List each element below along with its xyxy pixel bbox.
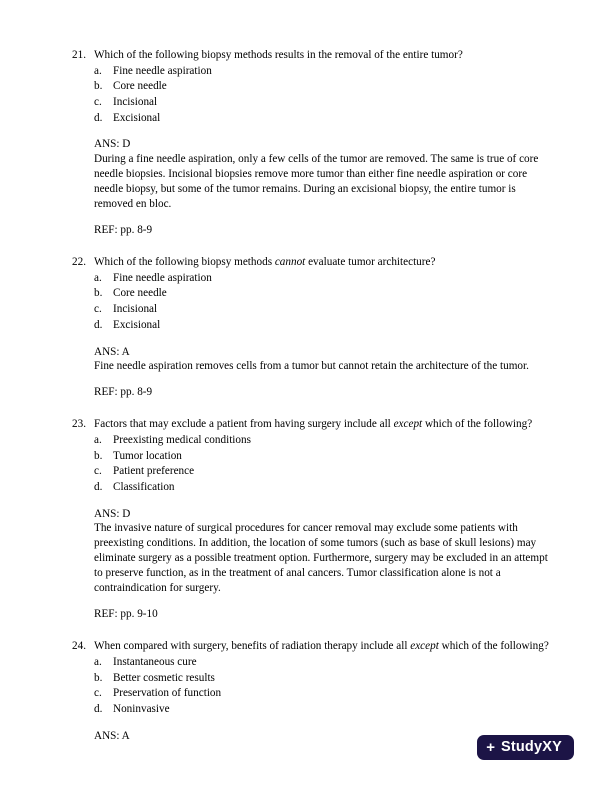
choice-item[interactable]: [94, 449, 550, 465]
choice-letter: a.: [94, 655, 102, 668]
question-text: [94, 639, 550, 654]
choice-letter: a.: [94, 64, 102, 77]
choice-list: [94, 433, 550, 496]
reference-label: REF: pp. 9-10: [94, 608, 158, 621]
question-number: 23.: [72, 418, 86, 431]
question-stem: [72, 639, 550, 654]
choice-item[interactable]: [94, 64, 550, 80]
choice-text: Fine needle aspiration: [113, 271, 212, 284]
question-number: 24.: [72, 640, 86, 653]
question-text-post: evaluate tumor architecture?: [305, 256, 436, 269]
choice-item[interactable]: [94, 302, 550, 318]
choice-letter: c.: [94, 687, 102, 700]
question-text-emphasis: except: [410, 640, 439, 653]
choice-text: Noninvasive: [113, 702, 170, 715]
choice-item[interactable]: [94, 671, 550, 687]
choice-item[interactable]: [94, 655, 550, 671]
question-text-pre: When compared with surgery, benefits of radiation therapy include all: [94, 640, 411, 653]
question-text-pre: Which of the following biopsy methods results in the removal of the entire tumor?: [94, 49, 463, 61]
choice-letter: d.: [94, 480, 103, 493]
question-stem: [72, 48, 550, 63]
question-text-emphasis: except: [393, 418, 423, 431]
choice-text: Excisional: [113, 318, 161, 331]
choice-text: Fine needle aspiration: [113, 64, 212, 77]
choice-text: Preservation of function: [113, 687, 222, 700]
answer-rationale: The invasive nature of surgical procedures for cancer removal may exclude some patients with preexisting conditions. In addition, the location of some tumors (such as base of skull lesions) may eliminate surgery as a possible treatment option. Furthermore, surgery may be excluded in an attempt to preserve function, as in the treatment of anal cancers. Tumor classification alone is not a contraindication for surgery.: [94, 522, 548, 595]
question-block: [72, 48, 550, 238]
answer-label: ANS: D: [94, 138, 131, 151]
answer-rationale: Fine needle aspiration removes cells from a tumor but cannot retain the architecture of the tumor.: [94, 360, 529, 373]
question-stem: [72, 255, 550, 270]
choice-item[interactable]: [94, 318, 550, 334]
choice-list: [94, 64, 550, 127]
choice-text: Instantaneous cure: [113, 655, 197, 668]
answer-label: ANS: D: [94, 507, 131, 520]
choice-letter: d.: [94, 111, 103, 124]
question-text-post: which of the following?: [422, 418, 533, 431]
question-text-pre: Which of the following biopsy methods: [94, 256, 275, 269]
choice-text: Core needle: [113, 287, 167, 300]
choice-text: Tumor location: [113, 449, 182, 462]
choice-item[interactable]: [94, 702, 550, 718]
reference-label: REF: pp. 8-9: [94, 386, 153, 399]
answer-rationale: During a fine needle aspiration, only a few cells of the tumor are removed. The same is true of core needle biopsies. Incisional biopsies remove more tumor than either fine needle aspiration or core needle biopsy, but some of the tumor remains. During an excisional biopsy, the entire tumor is removed en bloc.: [94, 153, 539, 211]
choice-letter: b.: [94, 80, 103, 93]
watermark-badge: [477, 735, 574, 760]
choice-item[interactable]: [94, 433, 550, 449]
choice-text: Classification: [113, 480, 175, 493]
choice-item[interactable]: [94, 271, 550, 287]
choice-letter: a.: [94, 271, 102, 284]
choice-text: Incisional: [113, 96, 158, 109]
question-text-emphasis: cannot: [274, 256, 306, 269]
choice-item[interactable]: [94, 111, 550, 127]
answer-label: ANS: A: [94, 345, 130, 358]
choice-text: Preexisting medical conditions: [113, 433, 251, 446]
question-text-pre: Factors that may exclude a patient from having surgery include all: [94, 418, 394, 431]
choice-item[interactable]: [94, 686, 550, 702]
choice-item[interactable]: [94, 79, 550, 95]
question-text: [94, 255, 550, 270]
choice-text: Core needle: [113, 80, 167, 93]
reference-label: REF: pp. 8-9: [94, 224, 153, 237]
answer-label: ANS: A: [94, 729, 130, 742]
question-text-post: which of the following?: [438, 640, 549, 653]
choice-item[interactable]: [94, 286, 550, 302]
question-number: 22.: [72, 256, 86, 269]
choice-item[interactable]: [94, 480, 550, 496]
choice-letter: c.: [94, 465, 102, 478]
question-block: [72, 639, 550, 743]
choice-list: [94, 271, 550, 334]
choice-letter: d.: [94, 702, 103, 715]
choice-text: Excisional: [113, 111, 161, 124]
choice-text: Incisional: [113, 303, 158, 316]
choice-letter: a.: [94, 433, 102, 446]
question-block: [72, 255, 550, 400]
watermark-label: StudyXY: [500, 739, 562, 756]
choice-text: Patient preference: [113, 465, 195, 478]
choice-letter: c.: [94, 303, 102, 316]
question-text: [94, 417, 550, 432]
question-number: 21.: [72, 49, 86, 61]
choice-item[interactable]: [94, 464, 550, 480]
choice-letter: d.: [94, 318, 103, 331]
choice-list: [94, 655, 550, 718]
choice-letter: b.: [94, 287, 103, 300]
choice-item[interactable]: [94, 95, 550, 111]
question-stem: [72, 417, 550, 432]
choice-letter: b.: [94, 671, 103, 684]
choice-letter: c.: [94, 96, 102, 109]
plus-icon: +: [486, 739, 495, 756]
choice-text: Better cosmetic results: [113, 671, 215, 684]
question-block: [72, 417, 550, 622]
choice-letter: b.: [94, 449, 103, 462]
question-text: [94, 48, 550, 63]
